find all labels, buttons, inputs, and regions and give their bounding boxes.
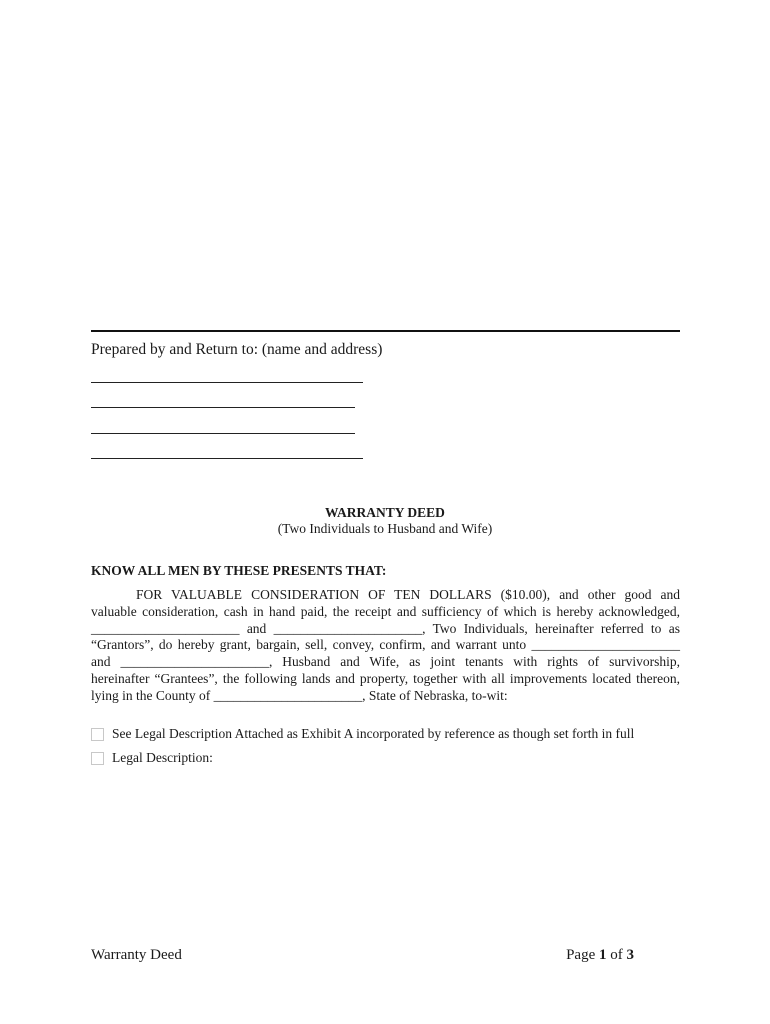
exhibit-checkbox[interactable] [91,728,104,741]
paragraph-line: and ______________________, Husband and Wife, as joint tenants with rights of survivorship, [91,654,680,670]
legal-description-option[interactable] [91,750,213,766]
address-line-3[interactable] [91,433,355,434]
legal-description-checkbox[interactable] [91,752,104,765]
paragraph-line: valuable consideration, cash in hand paid, the receipt and sufficiency of which is hereby acknowledged, [91,603,680,619]
address-line-1[interactable] [91,382,363,383]
address-line-4[interactable] [91,458,363,459]
header-divider [91,330,680,332]
footer-document-name: Warranty Deed [91,947,182,963]
paragraph-line: FOR VALUABLE CONSIDERATION OF TEN DOLLARS ($10.00), and other good and [136,587,680,602]
paragraph-line: “Grantors”, do hereby grant, bargain, sell, convey, confirm, and warrant unto ______________________ [91,637,680,653]
page-total: 3 [626,947,634,963]
page-of: of [610,947,623,963]
page-number [566,947,634,964]
document-subtitle: (Two Individuals to Husband and Wife) [277,521,493,536]
consideration-paragraph [91,587,680,705]
document-title: WARRANTY DEED [325,505,445,520]
exhibit-option[interactable] [91,726,634,742]
paragraph-line: hereinafter “Grantees”, the following lands and property, together with all improvements located thereon, [91,670,680,686]
paragraph-line: ______________________ and ______________________, Two Individuals, hereinafter referred to as [91,620,680,636]
intro-heading: KNOW ALL MEN BY THESE PRESENTS THAT: [91,563,387,578]
exhibit-option-label: See Legal Description Attached as Exhibit A incorporated by reference as though set forth in full [112,726,635,741]
address-line-2[interactable] [91,407,355,408]
page-current: 1 [599,947,607,963]
legal-description-label: Legal Description: [112,750,213,765]
page-prefix: Page [566,947,596,963]
paragraph-line: lying in the County of ______________________, State of Nebraska, to-wit: [91,687,508,703]
prepared-by-label: Prepared by and Return to: (name and address) [91,341,383,358]
